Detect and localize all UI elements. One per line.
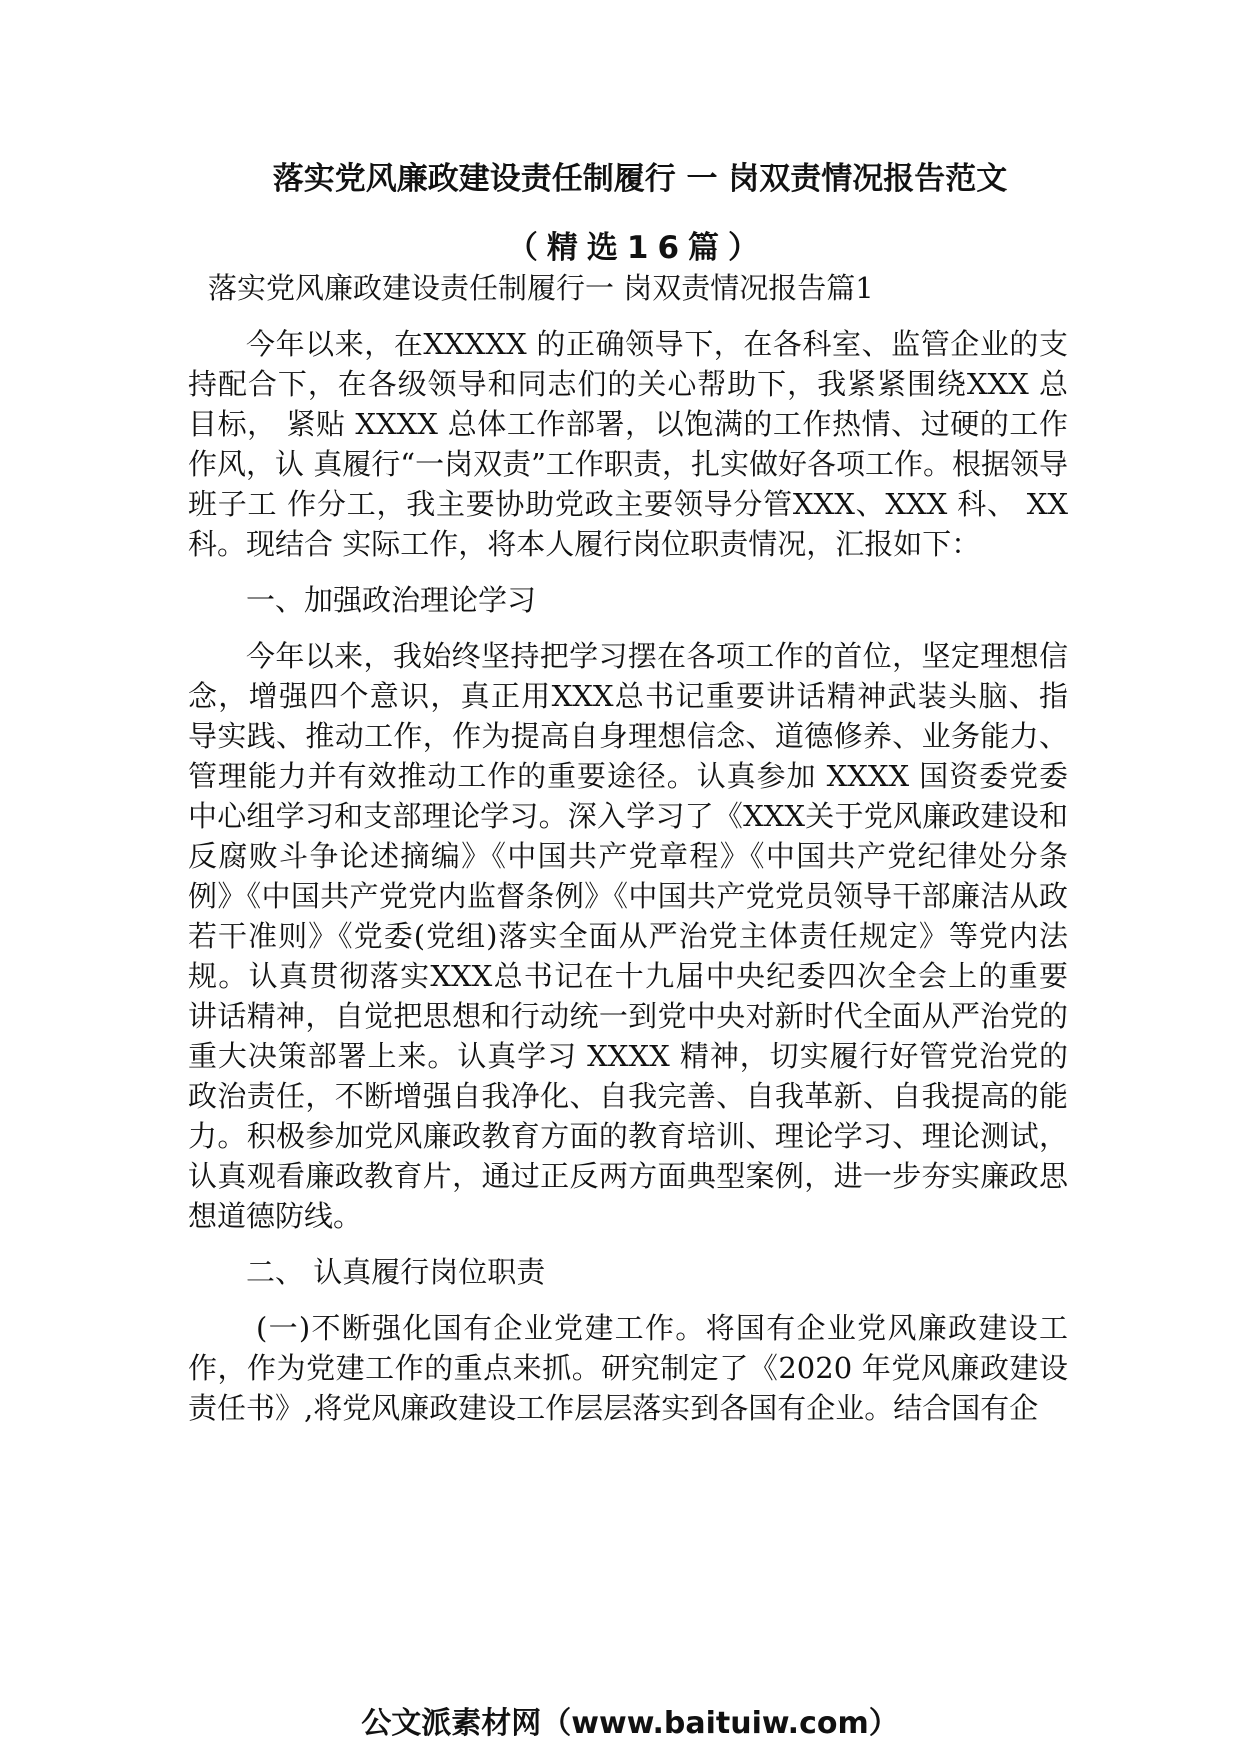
section-heading-1: 一、加强政治理论学习 [246,583,537,617]
section-2-paragraph: (一)不断强化国有企业党建工作。将国有企业党风廉政建设工作，作为党建工作的重点来抓。研究制定了《2020 年党风廉政建设责任书》,将党风廉政建设工作层层落实到各国有企业。结合国有企 [188,1311,1068,1425]
document-subtitle: （精选16篇） [506,230,769,266]
section-1-paragraph: 今年以来，我始终坚持把学习摆在各项工作的首位，坚定理想信念，增强四个意识，真正用XXX总书记重要讲话精神武装头脑、指 导实践、推动工作，作为提高自身理想信念、道德修养、业务能力、管理能力并有效推动工作的重要途径。认真参加 XXXX 国资委党委中心组学习和支部理论学习。深入学习了《XXX关于党风廉政建设和 反腐败斗争论述摘编》《中国共产党章程》《中国共产党纪律处分条例》《中国共产党党内监督条例》《中国共产党党员领导干部廉洁从政若干准则》《党委(党组)落实全面从严治党主体责任规定》等党内法规。认真贯彻落实XXX总书记在十九届中央纪委四次全会上的重要 讲话精神，自觉把思想和行动统一到党中央对新时代全面从严治党的重大决策部署上来。认真学习 XXXX 精神，切实履行好管党治党的政治责任，不断增强自我净化、自我完善、自我革新、自我提高的能力。积极参加党风廉政教育方面的教育培训、理论学习、理论测试，认真观看廉政教育片，通过正反两方面典型案例，进一步夯实廉政思想道德防线。 [188,639,1068,1233]
footer-watermark: 公文派素材网（www.baituiw.com） [361,1706,899,1741]
article-subheading: 落实党风廉政建设责任制履行一 岗双责情况报告篇1 [208,271,874,305]
document-body [188,268,1068,1428]
section-heading-2: 二、 认真履行岗位职责 [246,1255,546,1289]
document-title: 落实党风廉政建设责任制履行 一 岗双责情况报告范文 [272,161,1008,197]
intro-paragraph: 今年以来，在XXXXX 的正确领导下，在各科室、监管企业的支持配合下，在各级领导和同志们的关心帮助下，我紧紧围绕XXX 总目标， 紧贴 XXXX 总体工作部署，以饱满的工作热情、过硬的工作作风，认 真履行“一岗双责”工作职责，扎实做好各项工作。根据领导班子工 作分工，我主要协助党政主要领导分管XXX、XXX 科、 XX 科。现结合 实际工作，将本人履行岗位职责情况，汇报如下： [188,327,1068,561]
